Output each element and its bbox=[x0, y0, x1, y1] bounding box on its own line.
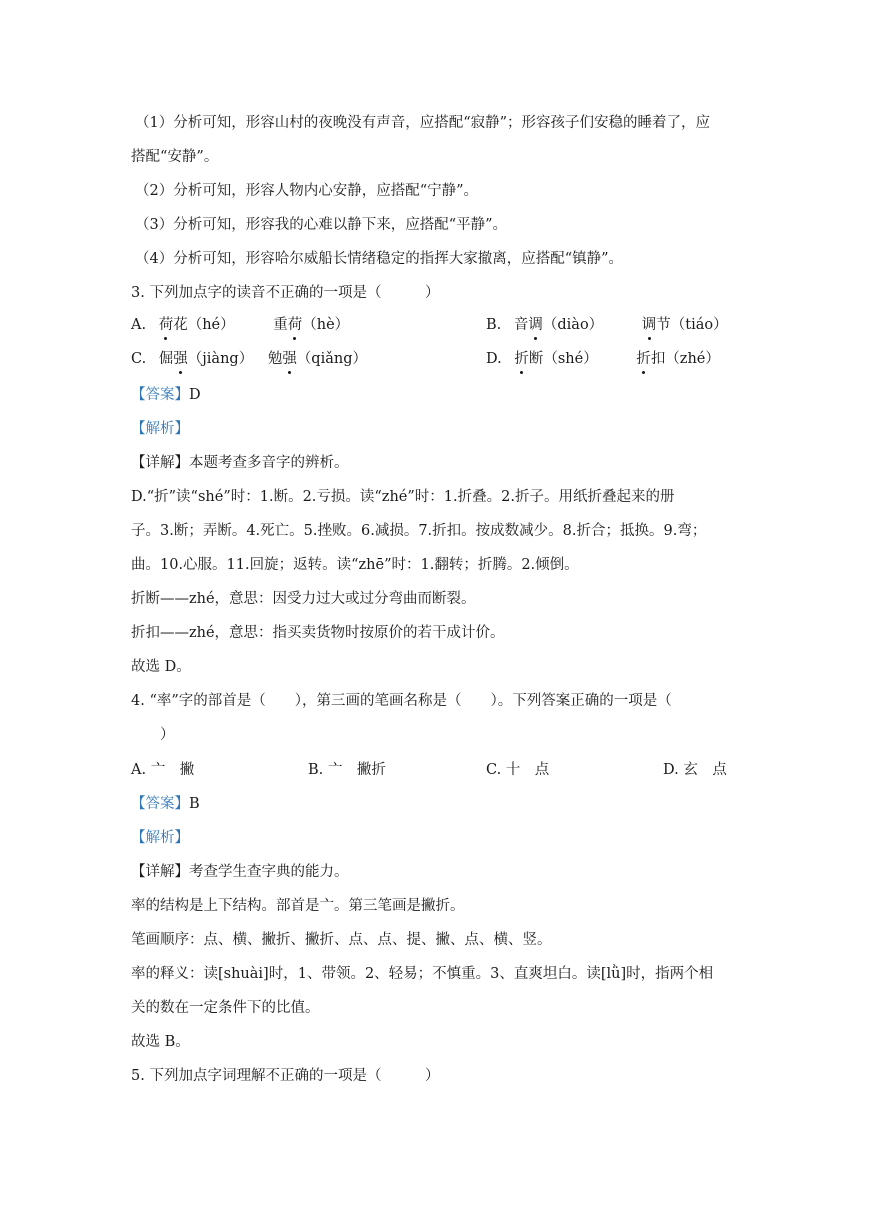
q4-detail bbox=[131, 862, 349, 882]
q3-detail-line: 子。3.断；弄断。4.死亡。5.挫败。6.减损。7.折扣。按成数减少。8.折合；抵换。9.弯； bbox=[131, 523, 707, 539]
q4-answer bbox=[131, 794, 200, 814]
q3-conclusion: 故选 D。 bbox=[131, 659, 191, 675]
q3-option-d bbox=[486, 349, 720, 369]
question-3-stem: 3. 下列加点字的读音不正确的一项是（ ） bbox=[131, 285, 440, 301]
dotted-char: 调 bbox=[528, 317, 543, 333]
q3-detail-line: 曲。10.心服。11.回旋；返转。读“zhē”时：1.翻转；折腾。2.倾倒。 bbox=[131, 557, 579, 573]
question-4-stem-cont: ） bbox=[160, 727, 175, 743]
q3-option-b bbox=[486, 315, 728, 335]
analysis-line: （1）分析可知，形容山村的夜晚没有声音，应搭配“寂静”；形容孩子们安稳的睡着了，应 bbox=[135, 115, 711, 131]
q3-answer bbox=[131, 385, 201, 405]
option-letter: B. bbox=[486, 317, 502, 333]
option-letter: C. bbox=[131, 351, 147, 367]
answer-value: D bbox=[189, 387, 201, 403]
option-text: 扣（zhé） bbox=[650, 351, 720, 367]
option-letter: D. bbox=[486, 351, 502, 367]
answer-value: B bbox=[189, 796, 200, 812]
option-text: （hè） bbox=[302, 317, 350, 333]
analysis-line: （2）分析可知，形容人物内心安静，应搭配“宁静”。 bbox=[135, 183, 479, 199]
dotted-char: 荷 bbox=[158, 317, 174, 333]
option-text: 勉 bbox=[267, 351, 283, 367]
option-text: 重 bbox=[273, 317, 288, 333]
q4-option-b: B. 亠 撇折 bbox=[308, 762, 386, 778]
dotted-char: 荷 bbox=[287, 317, 303, 333]
dotted-char: 折 bbox=[514, 351, 529, 367]
q4-detail-line: 关的数在一定条件下的比值。 bbox=[131, 1000, 320, 1016]
q3-option-a bbox=[131, 315, 349, 335]
option-text: 倔 bbox=[158, 351, 174, 367]
q3-detail-line: D.“折”读“shé”时：1.断。2.亏损。读“zhé”时：1.折叠。2.折子。用纸折叠起来的册 bbox=[131, 489, 675, 505]
question-5-stem: 5. 下列加点字词理解不正确的一项是（ ） bbox=[131, 1068, 440, 1084]
q4-option-a: A. 亠 撇 bbox=[131, 762, 195, 778]
q4-detail-line: 率的释义：读[shuài]时，1、带领。2、轻易；不慎重。3、直爽坦白。读[lǜ]时，指两个相 bbox=[131, 966, 714, 982]
dotted-char: 强 bbox=[173, 351, 188, 367]
dotted-char: 调 bbox=[641, 317, 657, 333]
q4-option-d: D. 玄 点 bbox=[663, 762, 727, 778]
option-text: 节（tiáo） bbox=[656, 317, 728, 333]
option-text: （qiǎng） bbox=[296, 351, 367, 367]
question-4-stem: 4. “率”字的部首是（ ），第三画的笔画名称是（ ）。下列答案正确的一项是（ bbox=[131, 693, 672, 709]
option-letter: A. bbox=[131, 317, 147, 333]
option-text: 音 bbox=[513, 317, 529, 333]
dotted-char: 折 bbox=[636, 351, 651, 367]
analysis-line: （4）分析可知，形容哈尔威船长情绪稳定的指挥大家撤离，应搭配“镇静”。 bbox=[135, 251, 624, 267]
option-text: （jiàng） bbox=[187, 351, 254, 367]
q4-conclusion: 故选 B。 bbox=[131, 1034, 190, 1050]
q3-detail-line: 折断——zhé，意思：因受力过大或过分弯曲而断裂。 bbox=[131, 591, 476, 607]
option-text: 花（hé） bbox=[173, 317, 235, 333]
q4-option-c: C. 十 点 bbox=[486, 762, 550, 778]
detail-text: 本题考查多音字的辨析。 bbox=[189, 455, 349, 471]
q3-detail bbox=[131, 453, 349, 473]
answer-tag: 【答案】 bbox=[131, 796, 189, 812]
q3-option-c bbox=[131, 349, 367, 369]
detail-text: 考查学生查字典的能力。 bbox=[189, 864, 349, 880]
detail-tag: 【详解】 bbox=[131, 455, 189, 471]
q3-analysis-tag: 【解析】 bbox=[131, 421, 189, 437]
dotted-char: 强 bbox=[282, 351, 297, 367]
option-text: （diào） bbox=[542, 317, 604, 333]
q4-detail-line: 笔画顺序：点、横、撇折、撇折、点、点、提、撇、点、横、竖。 bbox=[131, 932, 552, 948]
q4-analysis-tag: 【解析】 bbox=[131, 830, 189, 846]
analysis-line: （3）分析可知，形容我的心难以静下来，应搭配“平静”。 bbox=[135, 217, 508, 233]
q3-detail-line: 折扣——zhé，意思：指买卖货物时按原价的若干成计价。 bbox=[131, 625, 505, 641]
detail-tag: 【详解】 bbox=[131, 864, 189, 880]
q4-detail-line: 率的结构是上下结构。部首是亠。第三笔画是撇折。 bbox=[131, 898, 465, 914]
answer-tag: 【答案】 bbox=[131, 387, 189, 403]
analysis-line: 搭配“安静”。 bbox=[131, 149, 219, 165]
option-text: 断（shé） bbox=[528, 351, 598, 367]
